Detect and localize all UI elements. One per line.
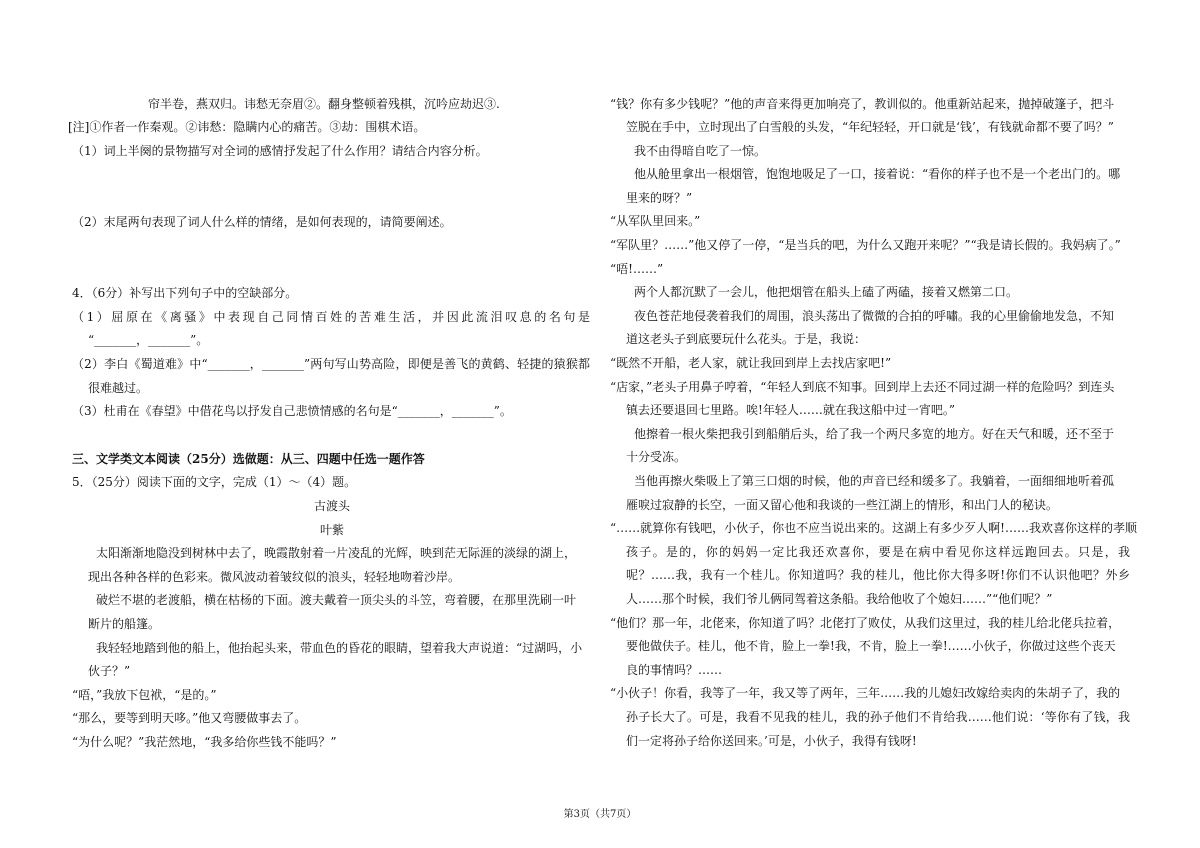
right-paragraph-14-line-a: “他们？那一年，北佬来，你知道了吗？北佬打了败仗，从我们这里过，我的桂儿给北佬兵拉着， [610, 616, 1121, 630]
question-4-1-line-b: “_______，_______”。 [88, 333, 209, 347]
right-paragraph-10-line-a: “店家，”老头子用鼻子哼着，“年轻人到底不知事。回到岸上去还不同过湖一样的危险吗？到连头 [610, 380, 1115, 394]
right-paragraph-1-line-b: 笠脱在手中，立时现出了白雪般的头发，“年纪轻轻，开口就是‘钱’，有钱就命都不要了吗？” [626, 120, 1114, 134]
question-1: （1）词上半阕的景物描写对全词的感情抒发起了什么作用？请结合内容分析。 [72, 144, 488, 158]
paragraph-2-line-b: 断片的船篷。 [88, 617, 161, 631]
right-paragraph-13-line-a: “……就算你有钱吧，小伙子，你也不应当说出来的。这湖上有多少歹人啊!……我欢喜你这样的孝顺 [610, 521, 1137, 535]
question-4-3: （3）杜甫在《春望》中借花鸟以抒发自己悲愤情感的名句是“_______，_______”。 [72, 404, 512, 418]
right-paragraph-3-line-b: 里来的呀？” [626, 191, 693, 205]
page-number-footer: 第3页（共7页） [563, 809, 637, 820]
paragraph-3-line-a: 我轻轻地踏到他的船上，他抬起头来，带血色的昏花的眼睛，望着我大声说道：“过湖吗，小 [96, 641, 583, 655]
right-paragraph-12-line-b: 雁唳过寂静的长空，一面又留心他和我谈的一些江湖上的情形，和出门人的秘诀。 [626, 498, 1059, 512]
poem-line: 帘半卷，燕双归。讳愁无奈眉②。翻身整顿着残棋，沉吟应劫迟③. [148, 97, 500, 111]
dialogue-2: “那么，要等到明天哆。”他又弯腰做事去了。 [72, 711, 307, 725]
dialogue-3: “为什么呢？”我茫然地，“我多给你些钱不能吗？” [72, 735, 337, 749]
right-paragraph-10-line-b: 镇去还要退回七里路。唉!年轻人……就在我这船中过一宵吧。” [626, 403, 955, 417]
question-4-2-line-a: （2）李白《蜀道难》中“_______，_______”两句写山势高险，即便是善飞的黄鹤、轻捷的猿猴都 [72, 357, 590, 371]
paragraph-1-line-b: 现出各种各样的色彩来。微风波动着皱纹似的浪头，轻轻地吻着沙岸。 [88, 570, 461, 584]
right-paragraph-8-line-b: 道这老头子到底要玩什么花头。于是，我说： [626, 332, 867, 346]
right-paragraph-1-line-a: “钱？你有多少钱呢？”他的声音来得更加响亮了，教训似的。他重新站起来，抛掉破篷子，把斗 [610, 97, 1115, 111]
right-paragraph-3-line-a: 他从舱里拿出一根烟管，饱饱地吸足了一口，接着说：“看你的样子也不是一个老出门的。哪 [634, 167, 1121, 181]
right-paragraph-4: “从军队里回来。” [610, 214, 701, 228]
right-paragraph-13-line-c: 呢？……我，我有一个桂儿。你知道吗？我的桂儿，他比你大得多呀!你们不认识他吧？外乡 [626, 568, 1130, 582]
poem-note: [注]①作者一作秦观。②讳愁：隐瞒内心的痛苦。③劫：围棋术语。 [68, 120, 426, 134]
right-paragraph-13-line-b: 孩子。是的，你的妈妈一定比我还欢喜你，要是在病中看见你这样远跑回去。只是，我 [626, 545, 1130, 559]
paragraph-1-line-a: 太阳渐渐地隐没到树林中去了，晚霞散射着一片凌乱的光辉，映到茫无际涯的淡绿的湖上， [96, 546, 577, 560]
right-paragraph-15-line-c: 们一定将孙子给你送回来。’可是，小伙子，我得有钱呀! [626, 734, 917, 748]
question-4-1-line-a: （1）屈原在《离骚》中表现自己同情百姓的苦难生活，并因此流泪叹息的名句是 [72, 310, 590, 324]
right-paragraph-13-line-d: 人……那个时候，我们爷儿俩同驾着这条船。我给他收了个媳妇……”“他们呢？” [626, 592, 1053, 606]
paragraph-3-line-b: 伙子？” [88, 664, 131, 678]
right-paragraph-7: 两个人都沉默了一会儿，他把烟管在船头上磕了两磕，接着又燃第二口。 [634, 285, 1019, 299]
right-paragraph-15-line-b: 孙子长大了。可是，我看不见我的桂儿，我的孙子他们不肯给我……他们说：‘等你有了钱，我 [626, 710, 1130, 724]
right-paragraph-2: 我不由得暗自吃了一惊。 [634, 144, 767, 158]
right-paragraph-9: “既然不开船，老人家，就让我回到岸上去找店家吧!” [610, 356, 892, 370]
story-title: 古渡头 [313, 499, 350, 513]
question-4-title: 4．（6分）补写出下列句子中的空缺部分。 [72, 286, 298, 300]
right-paragraph-14-line-c: 良的事情吗？…… [626, 663, 723, 677]
right-paragraph-11-line-b: 十分受冻。 [626, 450, 687, 464]
question-5-title: 5．（25分）阅读下面的文字，完成（1）～（4）题。 [72, 475, 357, 489]
right-paragraph-8-line-a: 夜色苍茫地侵袭着我们的周围，浪头荡出了微微的合拍的呼嘯。我的心里偷偷地发急，不知 [634, 309, 1115, 323]
question-4-2-line-b: 很难越过。 [88, 381, 149, 395]
right-paragraph-15-line-a: “小伙子！你看，我等了一年，我又等了两年，三年……我的儿媳妇改嫁给卖肉的朱胡子了，我的 [610, 686, 1121, 700]
section-3-heading: 三、文学类文本阅读（25分）选做题：从三、四题中任选一题作答 [72, 452, 425, 466]
dialogue-1: “唔，”我放下包袱，“是的。” [72, 688, 217, 702]
question-2: （2）末尾两句表现了词人什么样的情绪，是如何表现的，请简要阐述。 [72, 215, 452, 229]
right-paragraph-14-line-b: 要他做伕子。桂儿，他不肯，脸上一拳!我，不肯，脸上一拳!……小伙子，你做过这些个丧天 [626, 639, 1116, 653]
right-paragraph-5: “军队里？……”他又停了一停，“是当兵的吧，为什么又跑开来呢？”“我是请长假的。我妈病了。” [610, 238, 1121, 252]
right-paragraph-6: “唔!……” [610, 262, 664, 276]
right-paragraph-12-line-a: 当他再擦火柴吸上了第三口烟的时候，他的声音已经和缓多了。我躺着，一面细细地听着孤 [634, 474, 1115, 488]
right-paragraph-11-line-a: 他擦着一根火柴把我引到船艄后头，给了我一个两尺多宽的地方。好在天气和暖，还不至于 [634, 427, 1115, 441]
paragraph-2-line-a: 破烂不堪的老渡船，横在枯杨的下面。渡夫戴着一顶尖头的斗笠，弯着腰，在那里洗刷一叶 [96, 593, 577, 607]
story-author: 叶紫 [319, 523, 344, 537]
